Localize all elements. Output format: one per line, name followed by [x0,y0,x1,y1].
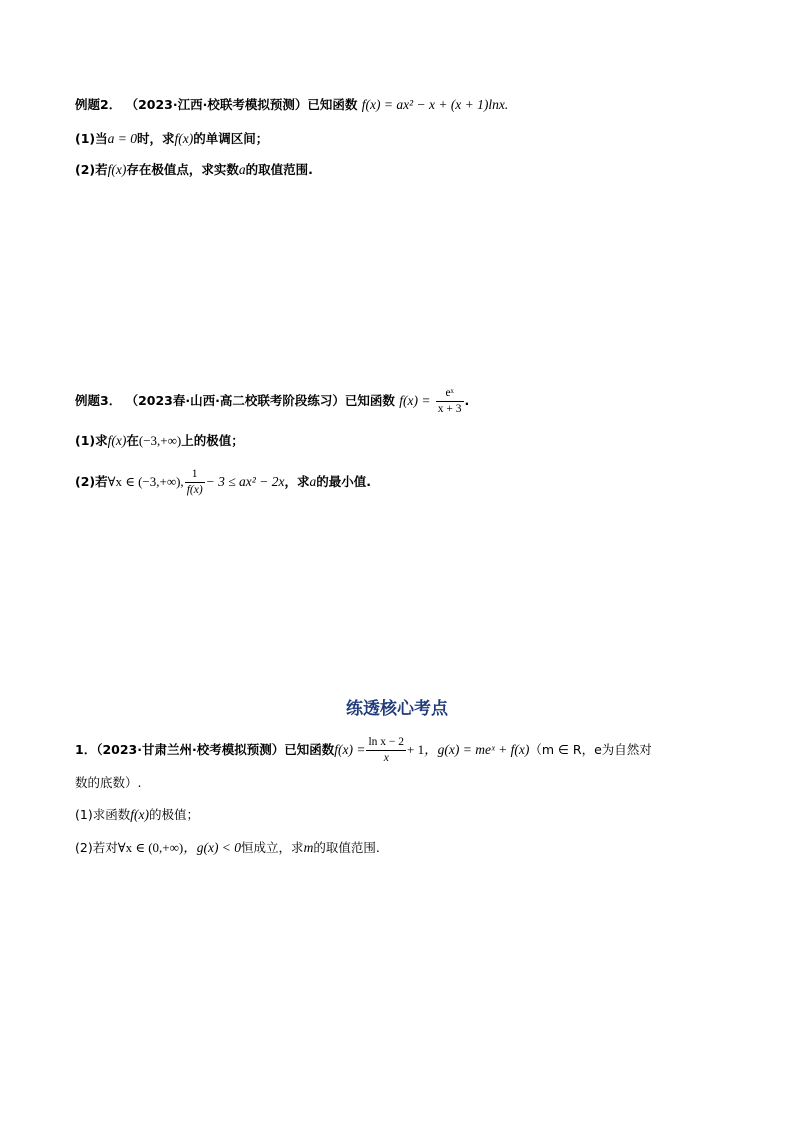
problem1-line [75,733,652,767]
example3-q2 [75,465,371,499]
q1-function: f(x) [130,807,149,822]
q1-mid: 时，求 [137,131,175,146]
q1-suffix: 的极值； [148,807,199,822]
q2-inequality: − 3 ≤ ax² − 2x [205,474,285,489]
problem1-q2 [75,838,380,858]
q1-condition: a = 0 [107,131,137,146]
q2-mid: ，求 [284,474,310,489]
q2-suffix: 的取值范围. [313,840,380,855]
q2-forall: ∀x ∈ (0,+∞) [117,840,184,855]
q1-suffix: 的单调区间； [193,131,269,146]
q2-prefix: (2)若 [75,162,108,177]
example2-q1 [75,129,268,149]
example2-formula: f(x) = ax² − x + (x + 1)lnx. [361,97,509,112]
q2-prefix: (2)若对 [75,840,118,855]
q2-suffix: 的取值范围. [245,162,313,177]
problem1-f-tail: + 1 [407,742,425,757]
q2-mid: 存在极值点，求实数 [126,162,239,177]
q1-function: f(x) [174,131,194,146]
example2-line [75,95,508,115]
q2-frac-denominator: f(x) [186,484,203,496]
q1-prefix: (1)求 [75,433,108,448]
q1-suffix: 上的极值； [181,433,244,448]
q1-mid: 在 [126,433,139,448]
example2-source: （2023·江西·校联考模拟预测）已知函数 [125,97,358,112]
example3-line: 例题3． （2023春·山西·高二校联考阶段练习）已知函数 f(x) = $\frac{\text{eˣ}}{x + 3}$ . [75,387,470,415]
q2-prefix: (2)若 [75,474,108,489]
q1-prefix: (1)求函数 [75,807,131,822]
q2-fraction [185,467,205,498]
problem1-g-definition: ，g(x) = meˣ + f(x) [424,742,530,757]
q2-forall: ∀x ∈ (−3,+∞), [107,474,184,489]
q2-suffix: 的最小值. [316,474,371,489]
example2-label: 例题2． [75,97,122,112]
q1-function: f(x) [107,433,127,448]
problem1-frac-denominator: x [383,752,389,764]
q1-prefix: (1)当 [75,131,108,146]
example3-q1 [75,431,244,451]
problem1-q1 [75,805,199,825]
fraction-numerator: eˣ [436,386,464,402]
example3-source: （2023春·山西·高二校联考阶段练习）已知函数 [125,393,395,408]
example2-q2 [75,160,313,180]
q2-frac-numerator: 1 [185,467,205,483]
fraction-denominator: x + 3 [437,403,462,415]
q2-function: f(x) [107,162,127,177]
section-title: 练透核心考点 [346,699,448,719]
q1-interval: (−3,+∞) [138,433,182,448]
example3-fraction [436,386,464,417]
example3-formula-lhs: f(x) = [399,393,431,408]
problem1-label: 1． [75,742,97,757]
problem1-fraction [366,735,406,766]
example3-label: 例题3． [75,393,122,408]
problem1-f-lhs: f(x) = [334,742,366,757]
q2-variable: a [238,162,246,177]
q2-mid: 恒成立，求 [241,840,304,855]
q2-g-condition: ，g(x) < 0 [183,840,242,855]
problem1-line2: 数的底数）. [75,775,142,790]
q2-variable: a [309,474,317,489]
problem1-source: （2023·甘肃兰州·校考模拟预测）已知函数 [96,742,335,757]
problem1-frac-numerator: ln x − 2 [366,735,406,751]
problem1-condition: （m ∈ R，e为自然对 [529,742,652,757]
q2-variable: m [303,840,314,855]
